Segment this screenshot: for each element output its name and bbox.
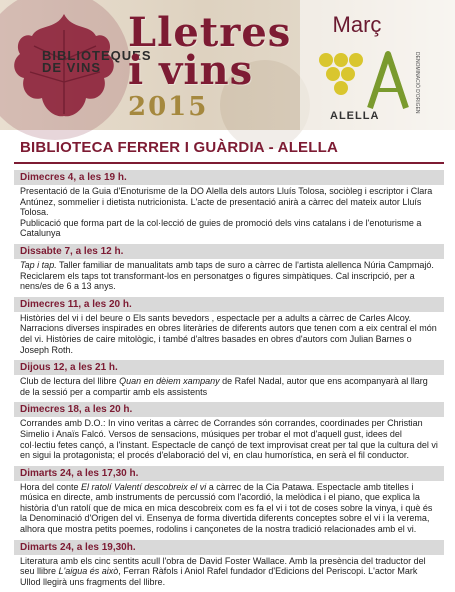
event-description (14, 375, 444, 400)
event-date: Dissabte 7, a les 12 h. (14, 244, 444, 259)
event-text: Presentació de la Guia d'Enoturisme de la DO Alella dels autors Lluís Tolosa, sociòleg i escriptor i Clara Antúnez, sommelier i dietista nutricionista. L'acte de presentació anirà a càrrec del mateix autor Lluís Tolosa. (20, 186, 433, 218)
event-text: a càrrec de la Cia Patawa. Espectacle amb titelles i música en directe, amb instruments de percussió com l'acordió, la melòdica i el piano, que explica la història d'un ratolí que de mica en mica descobreix com es fa el vi i tot de coses sobre la vinya, i què és la Denominació d'Origen del vi. Ensenya de forma divertida diferents conceptes sobre el vi i la verema, alhora que mostra petits poemes, rodolins i cançonetes de la nostra tradició relacionades amb el vi. (20, 481, 433, 535)
event-item (14, 244, 444, 295)
logo-wordmark: BIBLIOTEQUES DE VINS (42, 48, 152, 75)
title-line-1: Lletres (128, 9, 292, 56)
event-item (14, 170, 444, 242)
event-description (14, 555, 444, 591)
event-text: Hora del conte (20, 481, 82, 492)
event-text: Publicació que forma part de la col·lecció de guies de promoció dels vins catalans i de l'enoturisme a Catalunya (20, 217, 422, 239)
events-list (14, 170, 444, 592)
event-work-title: El ratolí Valentí descobreix el vi (81, 481, 207, 492)
do-vertical-text: DENOMINACIÓ D'ORIGEN (414, 52, 420, 114)
event-item (14, 466, 444, 538)
event-text: Taller familiar de manualitats amb taps de suro a càrrec de l'artista alellenca Núria Campmajó. (56, 259, 434, 270)
event-date: Dimecres 18, a les 20 h. (14, 402, 444, 417)
event-text: Reciclarem els taps tot transformant-los en personatges o figures simpàtiques. Cal inscripció, per a nens/es de 6 a 13 anys. (20, 270, 415, 292)
event-item (14, 297, 444, 358)
event-text: Corrandes amb D.O.: In vino veritas a càrrec de Corrandes són corrandes, coordinades per Christian Simelio i Anaïs Falcó. Versos de sensacions, músiques per trobar el mot d'aquell gust, idees del col·lectiu fetes cançó, a l'instant. Espectacle de cançó de text improvisat creat per tal que la cultura del vi en sigui la protagonista; el procés d'elaboració del vi, en clau humorística, en serà el fil conductor. (20, 418, 438, 461)
event-text: Literatura amb els cinc sentits acull l'obra de David Foster Wallace. Amb la presència del traductor del seu llibre (20, 555, 426, 577)
event-work-title: L'aigua és això (58, 566, 119, 577)
event-description (14, 185, 444, 242)
alella-label: ALELLA (330, 110, 380, 122)
venue-banner (14, 138, 444, 164)
event-work-title: Tap i tap. (20, 259, 57, 270)
event-description (14, 259, 444, 295)
event-description (14, 481, 444, 538)
event-date: Dimarts 24, a les 19,30h. (14, 540, 444, 555)
event-date: Dimecres 11, a les 20 h. (14, 297, 444, 312)
event-text (20, 556, 438, 588)
event-text: , Ferran Ràfols i Aniol Rafel fundador d'Edicions del Periscopi. L'actor Mark Ullod llegirà uns fragments del llibre. (20, 566, 418, 587)
header (0, 0, 455, 130)
month-label: Març (332, 12, 382, 37)
event-work-title: Quan en dèiem xampany (119, 376, 220, 387)
event-item (14, 402, 444, 463)
event-date: Dijous 12, a les 21 h. (14, 360, 444, 375)
event-text (20, 260, 438, 271)
event-text (20, 376, 438, 397)
event-text: Històries del vi i del beure o Els sants bevedors , espectacle per a adults a càrrec de Carles Alcoy. Narracions diverses inspirades en obres literàries de diferents autors que tenen com a eix central el món del vi. Històries de caire mitològic, i també d'altres basades en obres d'autors com Julian Barnes o Joseph Roth. (20, 312, 437, 355)
event-text (20, 482, 438, 535)
event-description (14, 417, 444, 463)
event-text: de Rafel Nadal, autor que ens acompanyarà al llarg de la sessió per a compartir amb els assistents (20, 376, 428, 397)
title-line-2: i vins (128, 47, 254, 94)
event-date: Dimecres 4, a les 19 h. (14, 170, 444, 185)
event-date: Dimarts 24, a les 17,30 h. (14, 466, 444, 481)
event-text: Club de lectura del llibre (20, 376, 120, 387)
event-item (14, 540, 444, 591)
event-description (14, 312, 444, 358)
event-item (14, 360, 444, 400)
year: 2015 (128, 92, 209, 122)
venue-title: BIBLIOTECA FERRER I GUÀRDIA - ALELLA (20, 139, 339, 156)
title-block (128, 9, 298, 94)
